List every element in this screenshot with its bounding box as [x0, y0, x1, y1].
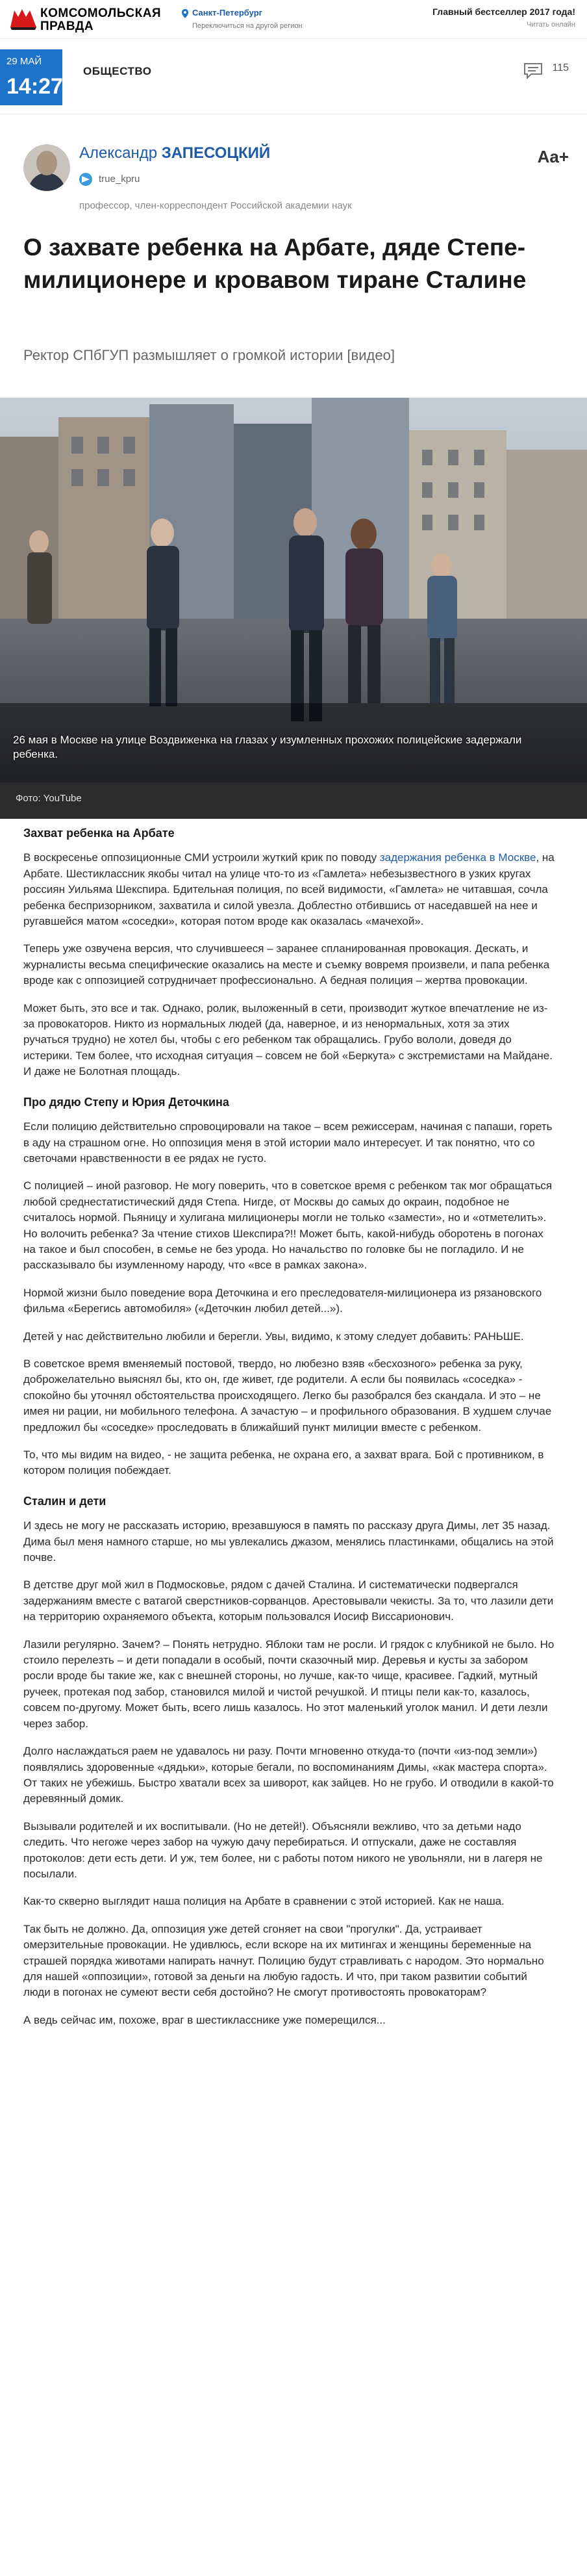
logo-line1: КОМСОМОЛЬСКАЯ — [40, 6, 162, 20]
paragraph: В советское время вменяемый постовой, твердо, но любезно взяв «бесхозного» ребенка за руку, доброжелательно выяснял бы, кто он, где живет, где родители. А если бы появилась «соседка» - спокойно бы уточнял обстоятельства происходящего. Легко бы разобрался без скандала. И это – не имея ни рации, ни мобильного телефона. А зачастую – и профильного образования. В худшем случае предложил бы «соседке» проследовать в ближайший пункт милиции вместе с ребенком. — [23, 1357, 552, 1434]
section-heading: Сталин и дети — [23, 1494, 106, 1508]
paragraph: Нормой жизни было поведение вора Деточкина и его преследователя-милиционера из рязановского фильма «Берегись автомобиля» («Деточкин любил детей...»). — [23, 1286, 542, 1315]
paragraph: Детей у нас действительно любили и берегли. Увы, видимо, к этому следует добавить: РАНЬШЕ. — [23, 1330, 524, 1343]
site-header — [0, 0, 587, 39]
region-selector[interactable] — [192, 5, 387, 34]
article-title: О захвате ребенка на Арбате, дяде Степе-милиционере и кровавом тиране Сталине — [23, 234, 527, 293]
author-first-name[interactable]: Александр — [79, 144, 162, 162]
article-subtitle: Ректор СПбГУП размышляет о громкой истории [видео] — [23, 347, 395, 363]
comments-counter[interactable] — [552, 62, 569, 82]
region-switch-link[interactable]: Переключиться на другой регион — [192, 22, 303, 30]
author-description: профессор, член-корреспондент Российской академии наук — [79, 200, 352, 211]
publish-date: 29 МАЙ — [6, 56, 42, 67]
article-link[interactable]: задержания ребенка в Москве — [379, 851, 536, 864]
article-meta-bar — [0, 39, 587, 114]
bestseller-title[interactable]: Главный бестселлер 2017 года! — [432, 6, 575, 17]
rubric-link[interactable]: ОБЩЕСТВО — [83, 65, 152, 77]
street-scene-image — [0, 398, 587, 782]
logo-flag-icon — [9, 8, 38, 30]
paragraph — [23, 850, 556, 929]
paragraph: Так быть не должно. Да, оппозиция уже детей сгоняет на свои "прогулки". Да, устраивает омерзительные провокации. Не удивлюсь, если вскоре на их митингах и женщины беременные на страшей порядка животами напирать начнут. Полицию будут стравливать с народом. Это нормально для нашей «оппозиции», готовой за деньги на любую гадость. И что, при таком развитии событий люди в погонах не сумеют вести себя достойно? Не смогут противостоять провокаторам? — [23, 1922, 544, 1999]
author-last-name[interactable]: ЗАПЕСОЦКИЙ — [161, 144, 271, 162]
paragraph: Вызывали родителей и их воспитывали. (Но не детей!). Объясняли вежливо, что за детьми надо следить. Что негоже через забор на чужую дачу перебираться. И отпускали, даже не составляя протоколов: дети есть дети. И уж, тем более, ни с работы потом никого не увольняли, ни в лагеря не посылали. — [23, 1820, 543, 1880]
location-pin-icon — [182, 9, 188, 18]
article-photo[interactable] — [0, 398, 587, 782]
site-logo[interactable] — [9, 4, 171, 34]
paragraph: А ведь сейчас им, похоже, враг в шестикласснике уже померещился... — [23, 2013, 386, 2026]
paragraph: Лазили регулярно. Зачем? – Понять нетрудно. Яблоки там не росли. И грядок с клубникой не было. Но стоило перелезть – и дети попадали в особый, почти сказочный мир. Деревья и кусты за забором росли вроде бы такие же, как с внешней стороны, но лучше, как-то чище, красивее. Гадкий, мутный ручеек, протекая под забор, становился милой и чистой речушкой. И птицы пели как-то, казалось, совсем по-другому. Может быть, всего лишь казалось. Но этот маленький уголок манил. И дети лезли через забор. — [23, 1638, 555, 1730]
paragraph: С полицией – иной разговор. Не могу поверить, что в советское время с ребенком так мог обращаться любой среднестатистический дядя Степа. Нигде, от Москвы до самых до окраин, подобное не считалось нормой. Пьяницу и хулигана милиционеры могли не только «замести», но и «отметелить». Но волочить ребенка? За чтение стихов Шекспира?!! Может быть, какой-нибудь оборотень в погонах на такое и был способен, в семье не без урода. Но начальство по головке бы не погладило. И не рассказывало бы изумленному народу, что «все в рамках закона». — [23, 1179, 553, 1272]
bestseller-read-link[interactable]: Читать онлайн — [526, 21, 575, 29]
paragraph: То, что мы видим на видео, - не защита ребенка, не охрана его, а захват врага. Бой с противником, в котором полиция побеждает. — [23, 1449, 544, 1477]
paragraph: Долго наслаждаться раем не удавалось ни разу. Почти мгновенно откуда-то (почти «из-под земли») появлялись здоровенные «дядьки», которые бегали, по воспоминаниям Димы, «как мастера спорта». От таких не убежишь. Быстро хватали всех за шиворот, как зайцев. Но не грубо. И отводили в какой-то деревянный домик. — [23, 1745, 554, 1805]
publish-time: 14:27 — [6, 74, 63, 99]
comments-count: 115 — [552, 62, 569, 73]
photo-source: Фото: YouTube — [16, 793, 82, 804]
author-name[interactable] — [79, 144, 270, 162]
logo-line2: ПРАВДА — [40, 19, 94, 33]
telegram-handle[interactable]: true_kpru — [99, 173, 140, 185]
author-telegram[interactable] — [79, 173, 140, 186]
paragraph: Может быть, это все и так. Однако, ролик, выложенный в сети, производит жуткое впечатление не из-за провокаторов. Никто из нормальных людей (да, наверное, и из ненормальных, хотя за этих ручаться трудно) не хотел бы, чтобы с его ребенком так обращались. Грубо вололи, доведя до истерики. Тем более, что исходная ситуация – совсем не бой «Беркута» с экстремистами на Майдане. И даже не Болотная площадь. — [23, 1001, 553, 1078]
paragraph-text: , на Арбате. Шестиклассник якобы читал на улице что-то из «Гамлета» небезызвестного в узких кругах россиян Уильяма Шекспира. Бдительная полиция, по всей видимости, «Гамлета» не читавшая, сочла ребенка беспризорником, захватила и силой увезла. Доблестно отбившись от наседавшей на нее и ругавшейся матом «соседки», которая потом вроде как оказалась «мачехой». — [23, 851, 555, 928]
publish-datetime — [0, 49, 62, 105]
paragraph: И здесь не могу не рассказать историю, врезавшуюся в память по рассказу друга Димы, лет 35 назад. Дима был меня намного старше, но мы увлекались джазом, менялись пластинками, общались на этой почве. — [23, 1519, 554, 1564]
author-block — [0, 114, 587, 218]
paragraph-text: В воскресенье оппозиционные СМИ устроили жуткий крик по поводу — [23, 851, 380, 864]
author-avatar[interactable] — [23, 144, 70, 191]
section-heading: Захват ребенка на Арбате — [23, 827, 175, 840]
region-city[interactable]: Санкт-Петербург — [192, 8, 263, 18]
paragraph: Как-то скверно выглядит наша полиция на Арбате в сравнении с этой историей. Как не наша. — [23, 1895, 505, 1908]
bestseller-promo[interactable] — [381, 6, 575, 29]
font-size-button[interactable]: Aa+ — [537, 147, 569, 166]
comment-icon — [523, 62, 543, 79]
paragraph: В детстве друг мой жил в Подмосковье, рядом с дачей Сталина. И систематически подвергался задержаниям вместе с ватагой сверстников-сорванцов. Арестовывали чекисты. За то, что лазили дети на территорию охраняемого объекта, которым пользовался Иосиф Виссарионович. — [23, 1578, 554, 1623]
photo-caption: 26 мая в Москве на улице Воздвиженка на глазах у изумленных прохожих полицейские задержали ребенка. — [13, 734, 522, 760]
article-body — [23, 811, 556, 2040]
paragraph: Если полицию действительно спровоцировали на такое – всем режиссерам, начиная с папаши, гореть в аду на страшном огне. Но оппозиция меня в этой истории мало интересует. И так понятно, что со светочами нравственности в ее рядах не густо. — [23, 1120, 553, 1165]
section-heading: Про дядю Степу и Юрия Деточкина — [23, 1095, 229, 1109]
paragraph: Теперь уже озвучена версия, что случившееся – заранее спланированная провокация. Дескать, и журналисты весьма специфические оказались на месте и съемку вовремя произвели, и папа ребенка вроде как с оппозицией сотрудничает профессионально. А бедная полиция – жертва провокации. — [23, 942, 550, 987]
telegram-icon — [79, 173, 92, 186]
